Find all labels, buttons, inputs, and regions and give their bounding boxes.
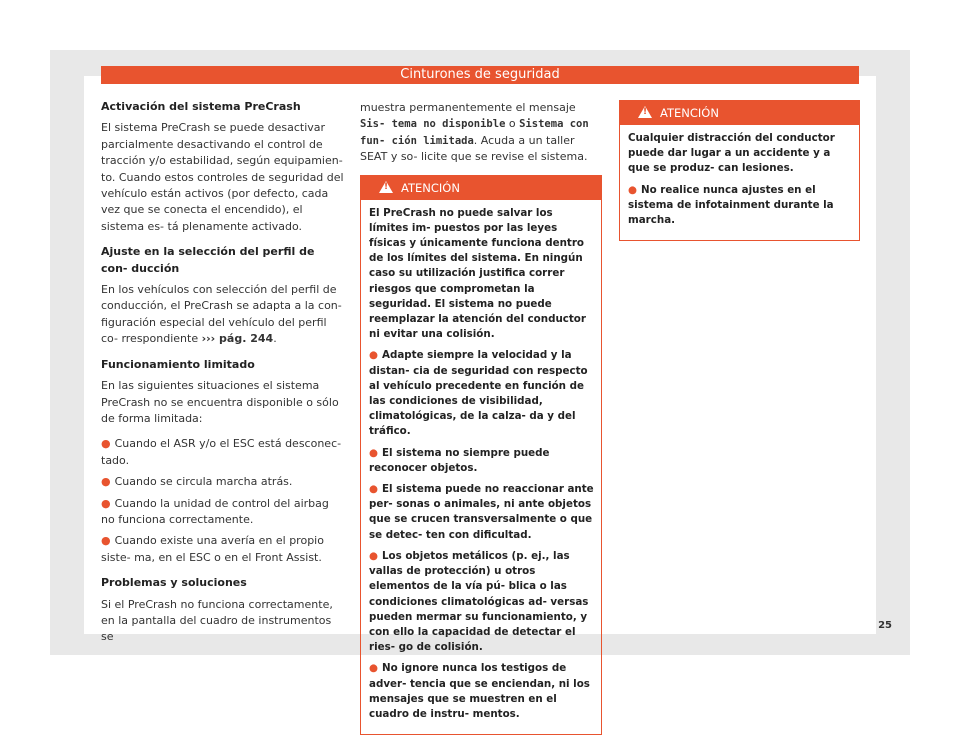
list-item (369, 348, 595, 439)
bullet-icon: ● (628, 183, 637, 196)
list-item (369, 446, 595, 476)
warning-header (361, 176, 601, 200)
para-message-text-b: . Acuda a un taller SEAT y so- licite que se revise el sistema. (360, 133, 588, 164)
list-item-text: Adapte siempre la velocidad y la distan- cia de seguridad con respecto al vehículo precedente en función de las condiciones de visibilidad, climatológicas, de la calza- da y del tráfico. (369, 349, 588, 438)
bullet-icon: ● (369, 446, 378, 459)
warning-header (620, 101, 859, 125)
warning-intro: Cualquier distracción del conductor puede dar lugar a un accidente y a que se produz- can lesiones. (628, 132, 835, 175)
warning-triangle-icon (638, 106, 652, 118)
list-item-text: Cuando se circula marcha atrás. (114, 475, 293, 489)
list-item (101, 474, 344, 490)
list-item (101, 496, 344, 529)
list-item (369, 549, 595, 655)
bullet-icon: ● (101, 534, 111, 548)
list-item (628, 183, 853, 229)
warning-list (628, 183, 853, 229)
para-message (360, 100, 602, 166)
list-item-text: Cuando el ASR y/o el ESC está desconec- tado. (101, 437, 342, 467)
warning-body (361, 200, 601, 735)
column-middle (360, 100, 602, 735)
column-left (101, 99, 344, 655)
para-problems: Si el PreCrash no funciona correctamente, en la pantalla del cuadro de instrumentos se (101, 597, 333, 644)
page-reference-link[interactable]: ››› pág. 244 (201, 332, 274, 346)
list-item-text: El sistema puede no reaccionar ante per- sonas o animales, ni ante objetos que se crucen transversalmente o que se detec- ten con dificultad. (369, 483, 594, 541)
para-message-text-a: muestra permanentemente el mensaje (360, 101, 576, 114)
list-item-text: El sistema no siempre puede reconocer objetos. (369, 446, 550, 474)
bullet-icon: ● (369, 349, 378, 362)
para-profile-text: En los vehículos con selección del perfil de conducción, el PreCrash se adapta a la con- figuración especial del vehículo del perfil co- rrespondiente (101, 283, 342, 346)
warning-title: ATENCIÓN (660, 106, 719, 120)
warning-box-precrash (360, 175, 602, 735)
list-item-text: Cuando la unidad de control del airbag no funciona correctamente. (101, 496, 329, 526)
list-item (101, 533, 344, 566)
list-item (369, 661, 595, 722)
message-system-unavailable: Sis- tema no disponible (360, 118, 506, 131)
list-item-text: Cuando existe una avería en el propio siste- ma, en el ESC o en el Front Assist. (101, 534, 324, 564)
heading-limited: Funcionamiento limitado (101, 357, 255, 371)
para-limited: En las siguientes situaciones el sistema PreCrash no se encuentra disponible o sólo de forma limitada: (101, 379, 339, 425)
section-header: Cinturones de seguridad (101, 66, 859, 84)
list-item-text: No ignore nunca los testigos de adver- tencia que se enciendan, ni los mensajes que se muestren en el cuadro de instru- mentos. (369, 662, 590, 720)
warning-body (620, 125, 859, 240)
bullet-icon: ● (101, 496, 111, 510)
limited-list (101, 436, 344, 566)
bullet-icon: ● (101, 475, 111, 489)
warning-triangle-icon (379, 181, 393, 193)
list-item-text: Los objetos metálicos (p. ej., las vallas de protección) u otros elementos de la vía pú- blica o las condiciones climatológicas ad- versas pueden mermar su funcionamiento, y con ello la capacidad de detectar el ries- go de colisión. (369, 549, 589, 654)
heading-profile: Ajuste en la selección del perfil de con- ducción (101, 245, 315, 275)
bullet-icon: ● (369, 549, 378, 562)
message-system-limited: Sistema con fun- ción limitada (360, 118, 589, 147)
column-right (619, 100, 860, 241)
heading-activation: Activación del sistema PreCrash (101, 100, 301, 113)
heading-problems: Problemas y soluciones (101, 576, 247, 590)
warning-list (369, 348, 595, 722)
para-profile: En los vehículos con selección del perfil de conducción, el PreCrash se adapta a la con- figuración especial del vehículo del perfil co- rrespondiente ››› pág. 244. (101, 283, 342, 346)
bullet-icon: ● (101, 437, 111, 451)
list-item-text: No realice nunca ajustes en el sistema de infotainment durante la marcha. (628, 183, 834, 227)
warning-box-distraction (619, 100, 860, 241)
bullet-icon: ● (369, 662, 378, 675)
warning-intro: El PreCrash no puede salvar los límites im- puestos por las leyes físicas y únicamente funciona dentro de los límites del sistema. En ningún caso su utilización justifica correr riesgos que comprometan la seguridad. El sistema no puede reemplazar la atención del conductor ni evitar una colisión. (369, 206, 586, 341)
para-activation: El sistema PreCrash se puede desactivar parcialmente desactivando el control de tracción y/o estabilidad, según equipamien- to. Cuando estos controles de seguridad del vehículo están activos (por defecto, cada vez que se conecta el encendido), el sistema es- tá plenamente activado. (101, 121, 344, 233)
bullet-icon: ● (369, 483, 378, 496)
para-message-text-mid: o (505, 117, 520, 131)
page-number: 25 (878, 620, 892, 631)
list-item (369, 482, 595, 543)
list-item (101, 436, 344, 469)
warning-title: ATENCIÓN (401, 180, 460, 195)
